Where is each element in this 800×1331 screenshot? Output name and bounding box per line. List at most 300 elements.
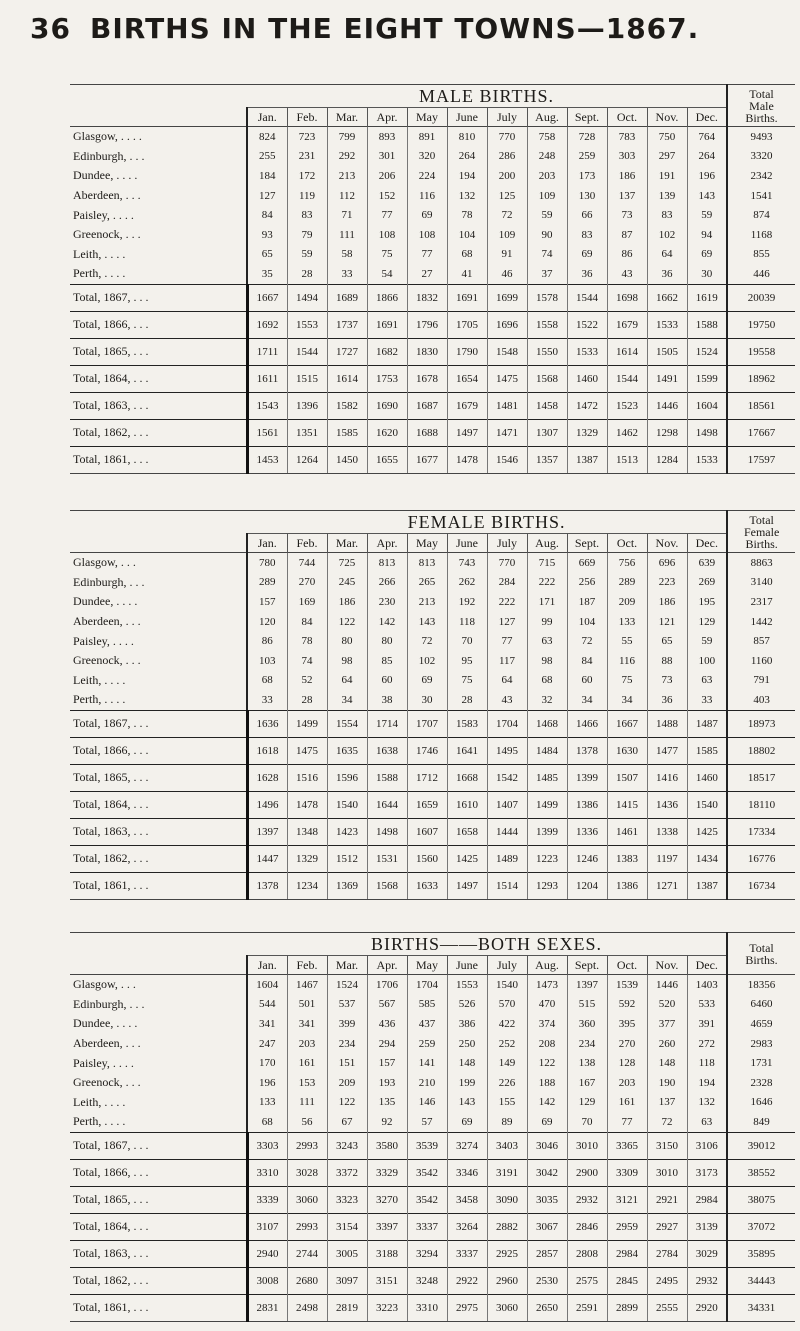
cell-value: 1407 [487,791,527,818]
row-label: Glasgow, . . . [73,555,136,570]
town-row [70,225,795,245]
cell-value: 470 [527,995,567,1015]
cell-value: 1582 [327,392,367,419]
row-total: 17334 [727,818,795,845]
month-header: Apr. [367,108,407,127]
row-label: Total, 1863, . . . [70,818,247,845]
cell-value: 1712 [407,764,447,791]
cell-value: 77 [607,1112,647,1132]
cell-value: 3329 [367,1159,407,1186]
cell-value: 111 [327,225,367,245]
cell-value: 191 [647,166,687,186]
total-heading-line: Total [749,940,774,955]
year-total-row [70,338,795,365]
cell-value: 186 [647,592,687,612]
row-total: 38075 [727,1186,795,1213]
cell-value: 1727 [327,338,367,365]
cell-value: 3042 [527,1159,567,1186]
cell-value: 59 [687,205,727,225]
cell-value: 1415 [607,791,647,818]
cell-value: 199 [447,1073,487,1093]
row-label: Leith, . . . . [73,1094,126,1109]
cell-value: 2819 [327,1294,367,1321]
cell-value: 64 [647,245,687,265]
town-row [70,592,795,612]
row-total: 1541 [727,186,795,206]
cell-value: 1659 [407,791,447,818]
cell-value: 112 [327,186,367,206]
row-label: Total, 1866, . . . [70,311,247,338]
row-total: 1160 [727,651,795,671]
cell-value: 65 [247,245,287,265]
cell-value: 86 [247,631,287,651]
cell-value: 34 [567,690,607,710]
cell-value: 1560 [407,845,447,872]
total-column-heading [727,933,795,975]
cell-value: 89 [487,1112,527,1132]
cell-value: 3191 [487,1159,527,1186]
town-row [70,1014,795,1034]
cell-value: 3303 [247,1132,287,1159]
cell-value: 83 [287,205,327,225]
cell-value: 1540 [687,791,727,818]
cell-value: 3310 [407,1294,447,1321]
cell-value: 208 [527,1034,567,1054]
cell-value: 69 [407,205,447,225]
cell-value: 1607 [407,818,447,845]
cell-value: 1667 [607,710,647,737]
cell-value: 1746 [407,737,447,764]
month-header: Sept. [567,534,607,553]
cell-value: 1638 [367,737,407,764]
cell-value: 2993 [287,1132,327,1159]
town-row [70,166,795,186]
town-row [70,612,795,632]
cell-value: 91 [487,245,527,265]
cell-value: 155 [487,1093,527,1113]
cell-value: 3223 [367,1294,407,1321]
month-header: July [487,108,527,127]
row-label: Dundee, . . . . [73,1016,138,1031]
cell-value: 122 [527,1053,567,1073]
cell-value: 34 [607,690,647,710]
year-total-row [70,284,795,311]
cell-value: 824 [247,127,287,147]
total-column-heading [727,511,795,553]
cell-value: 3107 [247,1213,287,1240]
cell-value: 104 [447,225,487,245]
month-header: Sept. [567,956,607,975]
cell-value: 137 [647,1093,687,1113]
cell-value: 1450 [327,446,367,473]
cell-value: 41 [447,264,487,284]
cell-value: 2575 [567,1267,607,1294]
cell-value: 272 [687,1034,727,1054]
cell-value: 1630 [607,737,647,764]
cell-value: 118 [447,612,487,632]
cell-value: 172 [287,166,327,186]
row-label: Leith, . . . . [73,246,126,261]
cell-value: 141 [407,1053,447,1073]
cell-value: 117 [487,651,527,671]
cell-value: 2900 [567,1159,607,1186]
cell-value: 142 [367,612,407,632]
row-label: Total, 1865, . . . [70,1186,247,1213]
cell-value: 111 [287,1093,327,1113]
cell-value: 1507 [607,764,647,791]
cell-value: 1512 [327,845,367,872]
total-heading-line: Total [749,512,774,527]
cell-value: 133 [247,1093,287,1113]
cell-value: 1524 [327,975,367,995]
total-heading-line: Births. [745,536,778,551]
cell-value: 2857 [527,1240,567,1267]
row-total: 1731 [727,1053,795,1073]
cell-value: 256 [567,573,607,593]
cell-value: 77 [407,245,447,265]
cell-value: 1204 [567,872,607,899]
cell-value: 1543 [247,392,287,419]
cell-value: 1348 [287,818,327,845]
row-label: Aberdeen, . . . [73,188,141,203]
cell-value: 70 [447,631,487,651]
cell-value: 137 [607,186,647,206]
cell-value: 1467 [287,975,327,995]
cell-value: 1546 [487,446,527,473]
cell-value: 30 [407,690,447,710]
cell-value: 104 [567,612,607,632]
town-row [70,127,795,147]
row-label: Total, 1866, . . . [70,737,247,764]
cell-value: 1704 [407,975,447,995]
cell-value: 69 [687,245,727,265]
year-total-row [70,1159,795,1186]
cell-value: 1533 [567,338,607,365]
cell-value: 1478 [287,791,327,818]
cell-value: 2960 [487,1267,527,1294]
cell-value: 194 [687,1073,727,1093]
cell-value: 59 [687,631,727,651]
row-total: 18962 [727,365,795,392]
row-total: 35895 [727,1240,795,1267]
cell-value: 3150 [647,1132,687,1159]
month-header: May [407,956,447,975]
cell-value: 167 [567,1073,607,1093]
month-header: Apr. [367,534,407,553]
row-total: 2328 [727,1073,795,1093]
cell-value: 3542 [407,1186,447,1213]
cell-value: 1796 [407,311,447,338]
row-total: 34443 [727,1267,795,1294]
cell-value: 750 [647,127,687,147]
cell-value: 1472 [567,392,607,419]
row-label: Greenock, . . . [73,1075,141,1090]
header-blank [70,511,247,553]
cell-value: 27 [407,264,447,284]
cell-value: 1369 [327,872,367,899]
cell-value: 125 [487,186,527,206]
cell-value: 102 [647,225,687,245]
cell-value: 72 [647,1112,687,1132]
cell-value: 1460 [567,365,607,392]
town-row [70,690,795,710]
row-total: 16776 [727,845,795,872]
cell-value: 75 [447,671,487,691]
row-label: Total, 1865, . . . [70,764,247,791]
cell-value: 55 [607,631,647,651]
row-label: Greenock, . . . [73,653,141,668]
cell-value: 1568 [367,872,407,899]
row-label: Total, 1861, . . . [70,446,247,473]
cell-value: 1711 [247,338,287,365]
cell-value: 63 [687,1112,727,1132]
cell-value: 1533 [687,446,727,473]
cell-value: 108 [367,225,407,245]
cell-value: 1513 [607,446,647,473]
cell-value: 764 [687,127,727,147]
cell-value: 813 [407,553,447,573]
row-total: 446 [727,264,795,284]
cell-value: 728 [567,127,607,147]
cell-value: 1679 [607,311,647,338]
cell-value: 1468 [527,710,567,737]
year-total-row [70,791,795,818]
cell-value: 1548 [487,338,527,365]
row-total: 34331 [727,1294,795,1321]
month-header: Dec. [687,956,727,975]
section-title: MALE BIRTHS. [247,85,727,108]
cell-value: 138 [567,1053,607,1073]
cell-value: 1491 [647,365,687,392]
cell-value: 184 [247,166,287,186]
month-header: Sept. [567,108,607,127]
cell-value: 151 [327,1053,367,1073]
cell-value: 75 [367,245,407,265]
month-header: Aug. [527,956,567,975]
cell-value: 1832 [407,284,447,311]
cell-value: 1378 [247,872,287,899]
cell-value: 2921 [647,1186,687,1213]
cell-value: 2555 [647,1294,687,1321]
cell-value: 1397 [567,975,607,995]
cell-value: 84 [567,651,607,671]
row-label: Total, 1864, . . . [70,365,247,392]
cell-value: 68 [447,245,487,265]
cell-value: 213 [407,592,447,612]
cell-value: 2882 [487,1213,527,1240]
cell-value: 1499 [287,710,327,737]
cell-value: 1307 [527,419,567,446]
cell-value: 501 [287,995,327,1015]
row-label: Total, 1862, . . . [70,1267,247,1294]
cell-value: 1416 [647,764,687,791]
cell-value: 1505 [647,338,687,365]
cell-value: 1714 [367,710,407,737]
cell-value: 715 [527,553,567,573]
row-total: 18973 [727,710,795,737]
cell-value: 1329 [567,419,607,446]
cell-value: 63 [687,671,727,691]
cell-value: 1544 [287,338,327,365]
cell-value: 1515 [287,365,327,392]
cell-value: 1453 [247,446,287,473]
cell-value: 32 [527,690,567,710]
cell-value: 69 [567,245,607,265]
cell-value: 696 [647,553,687,573]
page-number: 36 [30,12,71,45]
cell-value: 86 [607,245,647,265]
cell-value: 58 [327,245,367,265]
cell-value: 1246 [567,845,607,872]
cell-value: 1387 [567,446,607,473]
cell-value: 3106 [687,1132,727,1159]
cell-value: 266 [367,573,407,593]
town-row [70,245,795,265]
cell-value: 1484 [527,737,567,764]
cell-value: 3294 [407,1240,447,1267]
row-total: 20039 [727,284,795,311]
cell-value: 1446 [647,975,687,995]
cell-value: 3337 [407,1213,447,1240]
cell-value: 1687 [407,392,447,419]
cell-value: 758 [527,127,567,147]
row-total: 874 [727,205,795,225]
cell-value: 68 [527,671,567,691]
cell-value: 2498 [287,1294,327,1321]
cell-value: 1655 [367,446,407,473]
cell-value: 1633 [407,872,447,899]
row-label: Total, 1867, . . . [70,1132,247,1159]
month-header: June [447,534,487,553]
row-label: Paisley, . . . . [73,633,134,648]
cell-value: 1383 [607,845,647,872]
cell-value: 1460 [687,764,727,791]
town-row [70,995,795,1015]
cell-value: 3542 [407,1159,447,1186]
month-header: Aug. [527,534,567,553]
month-header: Nov. [647,956,687,975]
row-label: Total, 1863, . . . [70,392,247,419]
cell-value: 515 [567,995,607,1015]
cell-value: 1387 [687,872,727,899]
cell-value: 1497 [447,872,487,899]
cell-value: 30 [687,264,727,284]
cell-value: 1635 [327,737,367,764]
cell-value: 222 [487,592,527,612]
cell-value: 33 [327,264,367,284]
cell-value: 1542 [487,764,527,791]
cell-value: 195 [687,592,727,612]
row-label: Total, 1861, . . . [70,1294,247,1321]
cell-value: 2920 [687,1294,727,1321]
cell-value: 286 [487,147,527,167]
cell-value: 2975 [447,1294,487,1321]
cell-value: 3090 [487,1186,527,1213]
row-label: Total, 1865, . . . [70,338,247,365]
cell-value: 148 [447,1053,487,1073]
cell-value: 303 [607,147,647,167]
row-total: 4659 [727,1014,795,1034]
row-label: Perth, . . . . [73,266,126,281]
cell-value: 69 [447,1112,487,1132]
cell-value: 2993 [287,1213,327,1240]
row-label: Perth, . . . . [73,1114,126,1129]
cell-value: 28 [287,264,327,284]
cell-value: 132 [447,186,487,206]
cell-value: 1533 [647,311,687,338]
cell-value: 116 [407,186,447,206]
cell-value: 1425 [447,845,487,872]
row-label: Total, 1862, . . . [70,845,247,872]
cell-value: 1397 [247,818,287,845]
cell-value: 1462 [607,419,647,446]
cell-value: 2784 [647,1240,687,1267]
cell-value: 146 [407,1093,447,1113]
cell-value: 1351 [287,419,327,446]
cell-value: 127 [247,186,287,206]
cell-value: 1641 [447,737,487,764]
cell-value: 1499 [527,791,567,818]
row-total: 6460 [727,995,795,1015]
row-label: Total, 1864, . . . [70,1213,247,1240]
cell-value: 1667 [247,284,287,311]
cell-value: 1399 [567,764,607,791]
cell-value: 223 [647,573,687,593]
town-row [70,1053,795,1073]
cell-value: 142 [527,1093,567,1113]
row-total: 38552 [727,1159,795,1186]
row-label: Leith, . . . . [73,672,126,687]
year-total-row [70,764,795,791]
row-total: 791 [727,671,795,691]
town-row [70,553,795,573]
cell-value: 250 [447,1034,487,1054]
month-header: Mar. [327,956,367,975]
cell-value: 78 [447,205,487,225]
cell-value: 813 [367,553,407,573]
cell-value: 68 [247,671,287,691]
header-blank [70,85,247,127]
cell-value: 262 [447,573,487,593]
row-label: Glasgow, . . . [73,977,136,992]
cell-value: 3243 [327,1132,367,1159]
row-total: 39012 [727,1132,795,1159]
cell-value: 67 [327,1112,367,1132]
cell-value: 1475 [487,365,527,392]
cell-value: 209 [327,1073,367,1093]
cell-value: 245 [327,573,367,593]
cell-value: 3188 [367,1240,407,1267]
month-header: Mar. [327,108,367,127]
cell-value: 3274 [447,1132,487,1159]
cell-value: 1588 [687,311,727,338]
cell-value: 1618 [247,737,287,764]
cell-value: 203 [607,1073,647,1093]
year-total-row [70,872,795,899]
cell-value: 186 [607,166,647,186]
cell-value: 1523 [607,392,647,419]
cell-value: 341 [247,1014,287,1034]
row-label: Total, 1861, . . . [70,872,247,899]
row-label: Glasgow, . . . . [73,129,142,144]
cell-value: 799 [327,127,367,147]
total-column-heading [727,85,795,127]
cell-value: 3539 [407,1132,447,1159]
cell-value: 3008 [247,1267,287,1294]
cell-value: 203 [527,166,567,186]
month-header: Nov. [647,108,687,127]
cell-value: 1497 [447,419,487,446]
